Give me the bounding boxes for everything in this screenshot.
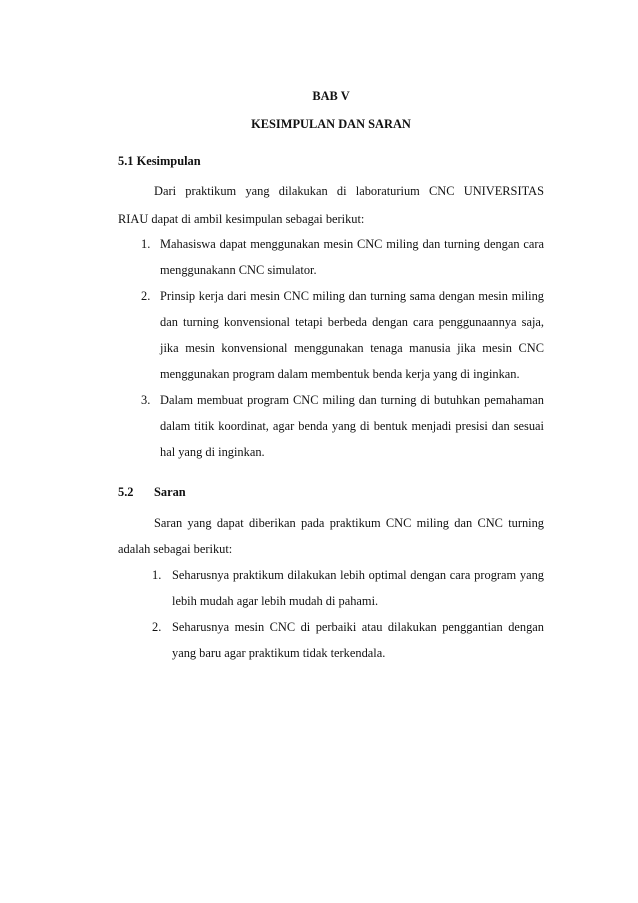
list-item-line: dalam titik koordinat, agar benda yang di bentuk menjadi presisi dan sesuai <box>160 419 544 433</box>
paragraph-line: RIAU dapat di ambil kesimpulan sebagai berikut: <box>118 212 365 226</box>
list-item-line: Mahasiswa dapat menggunakan mesin CNC miling dan turning dengan cara <box>160 237 544 251</box>
list-item-line: hal yang di inginkan. <box>160 445 265 459</box>
list-item-line: yang baru agar praktikum tidak terkendala. <box>172 646 386 660</box>
paragraph-line: Dari praktikum yang dilakukan di laboraturium CNC UNIVERSITAS <box>154 184 544 198</box>
paragraph-line: Saran yang dapat diberikan pada praktikum CNC miling dan CNC turning <box>154 516 544 530</box>
list-number: 2. <box>141 289 151 303</box>
chapter-title: KESIMPULAN DAN SARAN <box>251 117 411 131</box>
list-item-line: Prinsip kerja dari mesin CNC miling dan turning sama dengan mesin miling <box>160 289 544 303</box>
section-heading-kesimpulan: 5.1 Kesimpulan <box>118 154 201 168</box>
list-number: 3. <box>141 393 151 407</box>
list-item-line: jika mesin konvensional menggunakan tenaga manusia jika mesin CNC <box>160 341 544 355</box>
list-item-line: Seharusnya mesin CNC di perbaiki atau dilakukan penggantian dengan <box>172 620 544 634</box>
section-heading-saran: Saran <box>154 485 186 499</box>
list-item-line: Seharusnya praktikum dilakukan lebih optimal dengan cara program yang <box>172 568 544 582</box>
list-item-line: menggunakan program dalam membentuk benda kerja yang di inginkan. <box>160 367 520 381</box>
section-number: 5.2 <box>118 485 134 499</box>
list-number: 1. <box>152 568 162 582</box>
list-number: 2. <box>152 620 162 634</box>
list-item-line: dan turning konvensional tetapi berbeda dengan cara penggunaannya saja, <box>160 315 544 329</box>
list-item-line: lebih mudah agar lebih mudah di pahami. <box>172 594 379 608</box>
list-item-line: Dalam membuat program CNC miling dan turning di butuhkan pemahaman <box>160 393 544 407</box>
chapter-label: BAB V <box>312 89 350 103</box>
paragraph-line: adalah sebagai berikut: <box>118 542 233 556</box>
list-number: 1. <box>141 237 151 251</box>
list-item-line: menggunakann CNC simulator. <box>160 263 317 277</box>
